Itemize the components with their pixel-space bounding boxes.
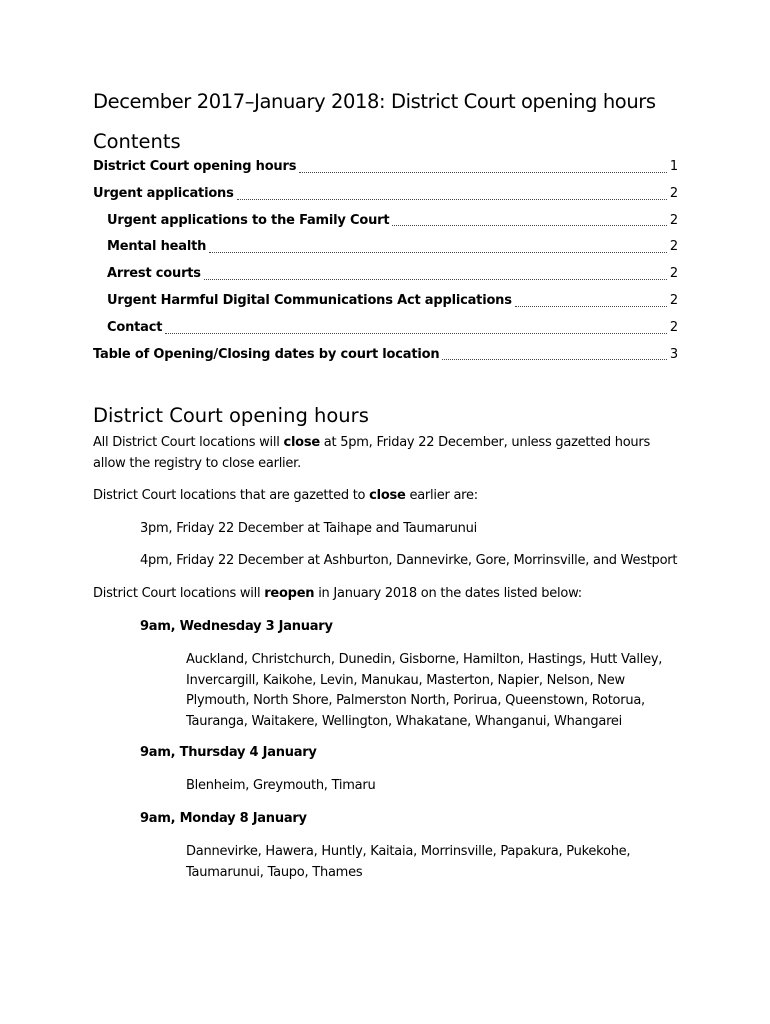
toc-leader-dots: [515, 306, 667, 307]
contents-heading: Contents: [93, 130, 181, 153]
toc-entry[interactable]: [93, 315, 678, 342]
toc-page-number[interactable]: 2: [669, 212, 678, 228]
toc-page-number[interactable]: 2: [669, 239, 678, 255]
early-close-intro: [93, 486, 683, 507]
toc-leader-dots: [237, 199, 667, 200]
reopen-date-heading: 9am, Monday 8 January: [140, 811, 307, 826]
toc-leader-dots: [204, 279, 667, 280]
p1-bold: close: [283, 435, 320, 450]
toc-page-number[interactable]: 2: [669, 292, 678, 308]
toc-page-number[interactable]: 2: [669, 185, 678, 201]
early-close-item: 3pm, Friday 22 December at Taihape and Taumarunui: [140, 521, 477, 536]
toc-entry[interactable]: [93, 154, 678, 181]
toc-leader-dots: [392, 225, 667, 226]
reopen-date-heading: 9am, Thursday 4 January: [140, 745, 317, 760]
p2-after: earlier are:: [405, 488, 478, 503]
toc-leader-dots: [209, 252, 667, 253]
table-of-contents: [93, 154, 678, 368]
p1-after: at 5pm, Friday 22 December, unless gazetted hours allow the registry to close earlier.: [93, 435, 651, 471]
early-close-item: 4pm, Friday 22 December at Ashburton, Dannevirke, Gore, Morrinsville, and Westport: [140, 553, 678, 568]
toc-entry-text[interactable]: Contact: [107, 319, 163, 335]
p2-bold: close: [369, 488, 406, 503]
toc-leader-dots: [442, 359, 666, 360]
toc-entry[interactable]: [93, 181, 678, 208]
p3-bold: reopen: [264, 586, 315, 601]
toc-entry[interactable]: [93, 342, 678, 369]
toc-entry-text[interactable]: District Court opening hours: [93, 159, 297, 174]
p3-after: in January 2018 on the dates listed below:: [314, 586, 582, 601]
reopen-locations: Auckland, Christchurch, Dunedin, Gisborne, Hamilton, Hastings, Hutt Valley, Invercargill, Kaikohe, Levin, Manukau, Masterton, Napier, Nelson, New Plymouth, North Shore, Palmerston North, Porirua, Queenstown, Rotorua, Tauranga, Waitakere, Wellington, Whakatane, Whanganui, Whangarei: [186, 652, 663, 729]
toc-entry-text[interactable]: Mental health: [107, 239, 207, 255]
toc-entry[interactable]: [93, 234, 678, 261]
toc-entry[interactable]: [93, 261, 678, 288]
toc-entry[interactable]: [93, 208, 678, 235]
toc-leader-dots: [299, 172, 667, 173]
reopen-intro: [93, 584, 683, 605]
toc-entry-text[interactable]: Table of Opening/Closing dates by court location: [93, 346, 440, 362]
reopen-date-heading: 9am, Wednesday 3 January: [140, 619, 333, 634]
reopen-locations: Dannevirke, Hawera, Huntly, Kaitaia, Morrinsville, Papakura, Pukekohe, Taumarunui, Taupo, Thames: [186, 844, 631, 880]
toc-page-number[interactable]: 1: [669, 159, 678, 174]
toc-entry-text[interactable]: Urgent Harmful Digital Communications Act applications: [107, 292, 512, 308]
toc-entry-text[interactable]: Urgent applications to the Family Court: [107, 212, 390, 228]
toc-page-number[interactable]: 2: [669, 319, 678, 335]
document-title: December 2017–January 2018: District Court opening hours: [93, 90, 656, 113]
toc-leader-dots: [165, 333, 667, 334]
reopen-locations: Blenheim, Greymouth, Timaru: [186, 778, 376, 793]
p2-before: District Court locations that are gazetted to: [93, 488, 370, 503]
toc-entry-text[interactable]: Urgent applications: [93, 185, 234, 201]
p3-before: District Court locations will: [93, 586, 265, 601]
toc-entry-text[interactable]: Arrest courts: [107, 266, 201, 282]
p1-before: All District Court locations will: [93, 435, 284, 450]
closing-paragraph: [93, 433, 683, 474]
toc-page-number[interactable]: 3: [669, 346, 678, 362]
toc-page-number[interactable]: 2: [669, 266, 678, 282]
section-heading: District Court opening hours: [93, 404, 369, 427]
toc-entry[interactable]: [93, 288, 678, 315]
